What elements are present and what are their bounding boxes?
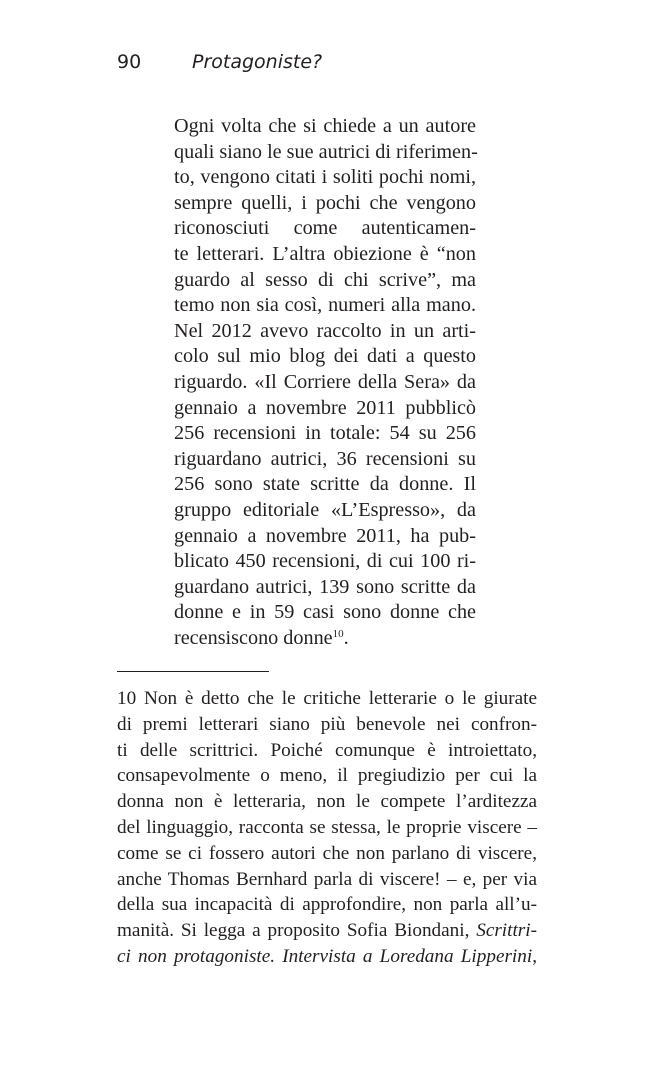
quote-line: sempre quelli, i pochi che vengono — [174, 191, 476, 214]
footnote-line — [117, 918, 537, 944]
quote-last-line — [174, 626, 476, 652]
quote-line: quali siano le sue autrici di riferimen- — [174, 140, 478, 163]
footnote — [117, 686, 537, 970]
footnote-line: donna non è letteraria, non le compete l’arditezza — [117, 791, 537, 813]
footnote-line: consapevolmente o meno, il pregiudizio per cui la — [117, 765, 537, 787]
page-number: 90 — [117, 51, 142, 73]
footnote-line: di premi letterari siano più benevole nei confron- — [117, 713, 537, 735]
quote-line: donne e in 59 casi sono donne che — [174, 601, 476, 624]
footnote-line-text: manità. Si legga a proposito Sofia Biondani, — [117, 920, 477, 942]
footnote-reference[interactable]: 10 — [332, 627, 344, 640]
quote-line: riguardo. «Il Corriere della Sera» da — [174, 370, 476, 393]
cited-title-part: ci non protagoniste. Intervista a Loredana Lipperini — [117, 945, 533, 967]
quote-line: Nel 2012 avevo raccolto in un arti- — [174, 319, 476, 342]
quote-line: riconosciuti come autenticamen- — [174, 217, 476, 240]
footnote-line: della sua incapacità di approfondire, non parla all’u- — [117, 894, 537, 916]
quote-line: riguardano autrici, 36 recensioni su — [174, 447, 476, 470]
cited-title-part: Scrittri- — [476, 920, 537, 942]
quote-last-line-text: recensiscono donne — [174, 626, 333, 649]
quote-line: 256 sono state scritte da donne. Il — [174, 473, 476, 496]
quote-line: guardano autrici, 139 sono scritte da — [174, 575, 476, 598]
quote-line: te letterari. L’altra obiezione è “non — [174, 242, 476, 265]
footnote-line: del linguaggio, racconta se stessa, le proprie viscere – — [117, 816, 537, 838]
quote-line: guardo al sesso di chi scrive”, ma — [174, 268, 476, 291]
quote-line: gennaio a novembre 2011, ha pub- — [174, 524, 476, 547]
footnote-line: ti delle scrittrici. Poiché comunque è introiettato, — [117, 739, 537, 761]
quote-line: blicato 450 recensioni, di cui 100 ri- — [174, 550, 476, 573]
footnote-line-text: , — [532, 945, 537, 967]
block-quote — [174, 114, 476, 651]
quote-line: 256 recensioni in totale: 54 su 256 — [174, 422, 476, 445]
running-head — [117, 50, 322, 74]
quote-line: Ogni volta che si chiede a un autore — [174, 115, 476, 137]
quote-line: gennaio a novembre 2011 pubblicò — [174, 396, 476, 419]
footnote-separator — [117, 671, 269, 672]
footnote-line: 10 Non è detto che le critiche letterarie o le giurate — [117, 688, 537, 709]
quote-line: gruppo editoriale «L’Espresso», da — [174, 498, 476, 521]
quote-line: temo non sia così, numeri alla mano. — [174, 294, 476, 317]
footnote-line: come se ci fossero autori che non parlano di viscere, — [117, 842, 537, 864]
footnote-line: anche Thomas Bernhard parla di viscere! – e, per via — [117, 868, 537, 890]
quote-line: colo sul mio blog dei dati a questo — [174, 345, 476, 368]
period: . — [343, 626, 349, 649]
footnote-line — [117, 944, 537, 970]
quote-line: to, vengono citati i soliti pochi nomi, — [174, 166, 476, 189]
running-title: Protagoniste? — [192, 51, 323, 73]
